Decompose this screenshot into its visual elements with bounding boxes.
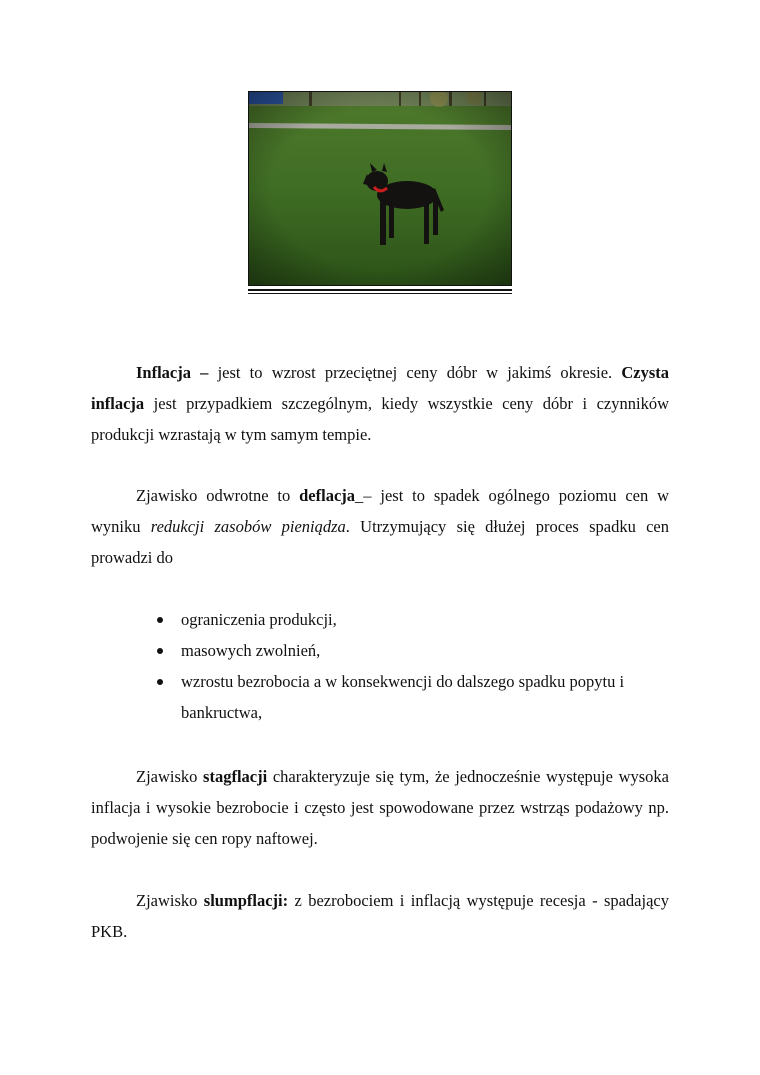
list-item: ograniczenia produkcji, [91,604,669,635]
term-slumpflacja: slumpflacji: [203,891,289,910]
bullet-icon [157,648,163,654]
paragraph-slumpflacja: Zjawisko slumpflacji: z bezrobociem i inflacją występuje recesja - spadający PKB. [91,891,669,941]
divider-line [248,289,512,291]
paragraph-inflacja: Inflacja – jest to wzrost przeciętnej ceny dóbr w jakimś okresie. Czysta inflacja jest przypadkiem szczególnym, kiedy wszystkie ceny dóbr i czynników produkcji wzrastają w tym samym tempie. [91,363,669,444]
list-item: wzrostu bezrobocia a w konsekwencji do dalszego spadku popytu i bankructwa, [91,666,669,728]
paragraph-stagflacja: Zjawisko stagflacji charakteryzuje się tym, że jednocześnie występuje wysoka inflacja i wysokie bezrobocie i często jest spowodowane przez wstrząs podażowy np. podwojenie się cen ropy naftowej. [91,767,669,848]
dog-photo [248,91,512,286]
term-czysta-inflacja: Czysta inflacja [91,363,669,413]
photo-figure [248,91,512,294]
bullet-icon [157,617,163,623]
paragraph-deflacja: Zjawisko odwrotne to deflacja_– jest to spadek ogólnego poziomu cen w wyniku redukcji zasobów pieniądza. Utrzymujący się dłużej proces spadku cen prowadzi do [91,486,670,567]
term-stagflacja: stagflacji [203,767,268,786]
bullet-icon [157,679,163,685]
term-inflacja: Inflacja – [136,363,209,382]
list-item: masowych zwolnień, [91,635,669,666]
divider-line [248,293,512,294]
bullet-list [91,604,669,728]
term-deflacja: deflacja [299,486,356,505]
italic-phrase: redukcji zasobów pieniądza [150,517,346,536]
